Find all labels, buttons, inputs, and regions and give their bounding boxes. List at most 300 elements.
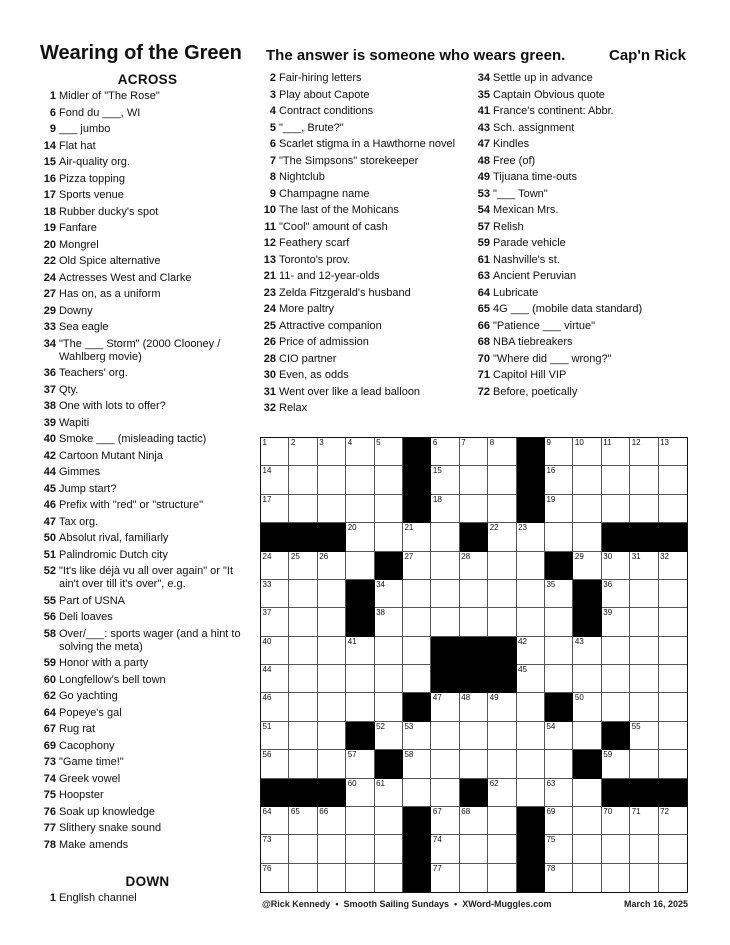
grid-cell[interactable]	[630, 438, 658, 466]
across-clue-1[interactable]	[40, 90, 255, 103]
grid-cell[interactable]	[602, 552, 630, 580]
grid-cell[interactable]	[630, 835, 658, 863]
grid-cell[interactable]	[346, 835, 374, 863]
grid-cell[interactable]	[431, 523, 459, 551]
grid-cell[interactable]	[488, 580, 516, 608]
grid-cell[interactable]	[403, 665, 431, 693]
down-clue-41[interactable]	[474, 105, 699, 118]
grid-cell[interactable]	[261, 637, 289, 665]
grid-cell[interactable]	[346, 466, 374, 494]
grid-cell[interactable]	[517, 665, 545, 693]
down-clue-61[interactable]	[474, 254, 699, 267]
grid-cell[interactable]	[431, 438, 459, 466]
grid-cell[interactable]	[375, 693, 403, 721]
grid-cell[interactable]	[659, 835, 687, 863]
grid-cell[interactable]	[517, 523, 545, 551]
grid-cell[interactable]	[289, 495, 317, 523]
cell-number: 12	[631, 438, 641, 447]
grid-cell[interactable]	[488, 466, 516, 494]
down-clue-4[interactable]	[260, 105, 475, 118]
clue-number: 17	[43, 189, 56, 201]
down-clue-57[interactable]	[474, 221, 699, 234]
grid-cell[interactable]	[602, 665, 630, 693]
grid-cell[interactable]	[545, 580, 573, 608]
grid-cell[interactable]	[289, 665, 317, 693]
down-clue-48[interactable]	[474, 155, 699, 168]
grid-cell[interactable]	[431, 779, 459, 807]
across-clue-64[interactable]	[40, 707, 255, 720]
grid-cell[interactable]	[318, 864, 346, 892]
across-clue-73[interactable]	[40, 756, 255, 769]
grid-cell[interactable]	[318, 693, 346, 721]
grid-cell[interactable]	[289, 466, 317, 494]
grid-cell[interactable]	[545, 438, 573, 466]
grid-cell[interactable]	[289, 438, 317, 466]
grid-cell[interactable]	[289, 835, 317, 863]
grid-cell[interactable]	[318, 438, 346, 466]
grid-cell[interactable]	[545, 637, 573, 665]
grid-cell[interactable]	[375, 608, 403, 636]
grid-cell[interactable]	[545, 722, 573, 750]
grid-cell[interactable]	[460, 693, 488, 721]
across-clue-36[interactable]	[40, 367, 255, 380]
down-clue-63[interactable]	[474, 270, 699, 283]
down-clue-49[interactable]	[474, 171, 699, 184]
grid-cell[interactable]	[573, 665, 601, 693]
across-clue-62[interactable]	[40, 690, 255, 703]
grid-cell[interactable]	[431, 864, 459, 892]
grid-cell[interactable]	[375, 523, 403, 551]
grid-cell[interactable]	[346, 750, 374, 778]
grid-cell[interactable]	[289, 608, 317, 636]
grid-cell[interactable]	[573, 779, 601, 807]
grid-cell[interactable]	[261, 665, 289, 693]
down-clue-66[interactable]	[474, 320, 699, 333]
down-clue-32[interactable]	[260, 402, 475, 415]
across-clue-52[interactable]	[40, 565, 255, 591]
grid-cell[interactable]	[403, 722, 431, 750]
grid-cell[interactable]	[346, 523, 374, 551]
grid-cell[interactable]	[460, 807, 488, 835]
across-clue-58[interactable]	[40, 628, 255, 654]
grid-cell[interactable]	[431, 693, 459, 721]
grid-cell[interactable]	[573, 552, 601, 580]
grid-cell[interactable]	[659, 807, 687, 835]
across-clue-39[interactable]	[40, 417, 255, 430]
grid-cell[interactable]	[630, 495, 658, 523]
grid-cell[interactable]	[375, 466, 403, 494]
grid-cell[interactable]	[431, 722, 459, 750]
across-clue-37[interactable]	[40, 384, 255, 397]
grid-cell[interactable]	[431, 495, 459, 523]
down-clue-31[interactable]	[260, 386, 475, 399]
cell-number: 30	[603, 551, 613, 561]
grid-cell[interactable]	[602, 835, 630, 863]
across-clue-45[interactable]	[40, 483, 255, 496]
across-clue-69[interactable]	[40, 740, 255, 753]
grid-cell[interactable]	[545, 495, 573, 523]
grid-cell[interactable]	[602, 438, 630, 466]
grid-cell[interactable]	[517, 750, 545, 778]
grid-cell[interactable]	[573, 466, 601, 494]
down-clue-12[interactable]	[260, 237, 475, 250]
grid-cell[interactable]	[261, 608, 289, 636]
down-clue-35[interactable]	[474, 89, 699, 102]
grid-cell[interactable]	[488, 779, 516, 807]
clue-text: Old Spice alternative	[59, 255, 161, 267]
grid-cell[interactable]	[659, 693, 687, 721]
down-clue-72[interactable]	[474, 386, 699, 399]
grid-cell[interactable]	[573, 693, 601, 721]
grid-cell[interactable]	[375, 580, 403, 608]
grid-cell[interactable]	[517, 637, 545, 665]
across-clue-46[interactable]	[40, 499, 255, 512]
grid-cell[interactable]	[630, 807, 658, 835]
down-clue-24[interactable]	[260, 303, 475, 316]
grid-cell[interactable]	[602, 864, 630, 892]
grid-cell[interactable]	[602, 580, 630, 608]
grid-cell[interactable]	[403, 523, 431, 551]
grid-cell[interactable]	[460, 466, 488, 494]
clue-text: Free (of)	[493, 154, 536, 167]
down-clue-43[interactable]	[474, 122, 699, 135]
down-clue-34[interactable]	[474, 72, 699, 85]
grid-cell[interactable]	[545, 779, 573, 807]
across-clue-18[interactable]	[40, 206, 255, 219]
grid-cell[interactable]	[318, 750, 346, 778]
grid-cell[interactable]	[602, 807, 630, 835]
grid-cell[interactable]	[659, 552, 687, 580]
grid-cell[interactable]	[261, 807, 289, 835]
grid-cell[interactable]	[602, 637, 630, 665]
grid-cell[interactable]	[545, 807, 573, 835]
grid-cell[interactable]	[460, 750, 488, 778]
grid-cell[interactable]	[460, 438, 488, 466]
down-clue-10[interactable]	[260, 204, 475, 217]
grid-cell[interactable]	[403, 750, 431, 778]
grid-cell[interactable]	[261, 495, 289, 523]
clue-number: 42	[43, 449, 56, 462]
grid-cell[interactable]	[375, 835, 403, 863]
grid-cell[interactable]	[545, 523, 573, 551]
down-clue-8[interactable]	[260, 171, 475, 184]
grid-cell[interactable]	[630, 722, 658, 750]
grid-cell[interactable]	[431, 552, 459, 580]
grid-cell[interactable]	[318, 637, 346, 665]
grid-cell[interactable]	[602, 750, 630, 778]
grid-cell[interactable]	[602, 466, 630, 494]
down-clue-25[interactable]	[260, 320, 475, 333]
across-clue-6[interactable]	[40, 107, 255, 120]
grid-cell[interactable]	[573, 438, 601, 466]
grid-cell[interactable]	[346, 495, 374, 523]
down-clue-6[interactable]	[260, 138, 475, 151]
grid-cell[interactable]	[375, 665, 403, 693]
grid-cell[interactable]	[488, 438, 516, 466]
grid-cell[interactable]	[261, 466, 289, 494]
across-clue-44[interactable]	[40, 466, 255, 479]
across-clue-29[interactable]	[40, 305, 255, 318]
grid-cell[interactable]	[346, 693, 374, 721]
grid-cell[interactable]	[659, 608, 687, 636]
grid-cell[interactable]	[659, 637, 687, 665]
across-clue-15[interactable]	[40, 156, 255, 169]
down-clue-26[interactable]	[260, 336, 475, 349]
grid-cell[interactable]	[431, 750, 459, 778]
grid-cell[interactable]	[545, 864, 573, 892]
grid-cell[interactable]	[630, 665, 658, 693]
across-clue-24[interactable]	[40, 272, 255, 285]
grid-cell[interactable]	[289, 864, 317, 892]
down-clue-23[interactable]	[260, 287, 475, 300]
grid-cell[interactable]	[261, 552, 289, 580]
grid-cell[interactable]	[403, 608, 431, 636]
grid-cell[interactable]	[573, 835, 601, 863]
across-clue-78[interactable]	[40, 839, 255, 852]
clue-number: 21	[263, 270, 276, 282]
down-clue-59[interactable]	[474, 237, 699, 250]
grid-cell[interactable]	[630, 552, 658, 580]
across-clue-34[interactable]	[40, 338, 255, 364]
grid-cell[interactable]	[659, 466, 687, 494]
grid-cell[interactable]	[460, 608, 488, 636]
grid-cell[interactable]	[375, 864, 403, 892]
grid-cell[interactable]	[630, 580, 658, 608]
grid-cell[interactable]	[318, 722, 346, 750]
across-clue-17[interactable]	[40, 189, 255, 202]
grid-cell[interactable]	[573, 807, 601, 835]
grid-cell[interactable]	[630, 750, 658, 778]
down-clue-9[interactable]	[260, 188, 475, 201]
grid-cell[interactable]	[545, 608, 573, 636]
grid-cell[interactable]	[431, 807, 459, 835]
grid-cell[interactable]	[488, 495, 516, 523]
down-clue-47[interactable]	[474, 138, 699, 151]
grid-cell[interactable]	[403, 580, 431, 608]
grid-cell[interactable]	[375, 438, 403, 466]
down-clue-1[interactable]	[40, 892, 255, 905]
grid-cell[interactable]	[318, 835, 346, 863]
grid-cell[interactable]	[517, 608, 545, 636]
across-clue-56[interactable]	[40, 611, 255, 624]
grid-cell[interactable]	[573, 523, 601, 551]
grid-cell[interactable]	[488, 608, 516, 636]
grid-cell[interactable]	[346, 637, 374, 665]
grid-cell[interactable]	[431, 835, 459, 863]
across-clue-42[interactable]	[40, 450, 255, 463]
down-clue-5[interactable]	[260, 122, 475, 135]
grid-cell[interactable]	[261, 835, 289, 863]
clue-text: Price of admission	[279, 336, 369, 348]
black-square	[545, 552, 573, 580]
clue-text: "___, Brute?"	[279, 121, 344, 134]
across-clue-77[interactable]	[40, 822, 255, 835]
across-clue-33[interactable]	[40, 321, 255, 334]
grid-cell[interactable]	[375, 637, 403, 665]
grid-cell[interactable]	[545, 750, 573, 778]
grid-cell[interactable]	[318, 466, 346, 494]
across-clue-27[interactable]	[40, 288, 255, 301]
grid-cell[interactable]	[431, 580, 459, 608]
grid-cell[interactable]	[517, 722, 545, 750]
down-clue-71[interactable]	[474, 369, 699, 382]
cell-number: 15	[432, 466, 442, 476]
grid-cell[interactable]	[517, 552, 545, 580]
grid-cell[interactable]	[460, 722, 488, 750]
grid-cell[interactable]	[659, 580, 687, 608]
grid-cell[interactable]	[460, 864, 488, 892]
grid-cell[interactable]	[630, 637, 658, 665]
down-clue-30[interactable]	[260, 369, 475, 382]
grid-cell[interactable]	[517, 580, 545, 608]
down-clue-54[interactable]	[474, 204, 699, 217]
grid-cell[interactable]	[659, 665, 687, 693]
grid-cell[interactable]	[318, 807, 346, 835]
grid-cell[interactable]	[346, 864, 374, 892]
grid-cell[interactable]	[630, 608, 658, 636]
grid-cell[interactable]	[659, 864, 687, 892]
grid-cell[interactable]	[261, 693, 289, 721]
cell-number: 65	[290, 806, 300, 816]
across-clue-40[interactable]	[40, 433, 255, 446]
grid-cell[interactable]	[261, 722, 289, 750]
grid-cell[interactable]	[488, 807, 516, 835]
down-clue-2[interactable]	[260, 72, 475, 85]
grid-cell[interactable]	[659, 722, 687, 750]
grid-cell[interactable]	[431, 466, 459, 494]
grid-cell[interactable]	[488, 523, 516, 551]
grid-cell[interactable]	[289, 637, 317, 665]
grid-cell[interactable]	[630, 693, 658, 721]
grid-cell[interactable]	[488, 864, 516, 892]
grid-cell[interactable]	[346, 665, 374, 693]
grid-cell[interactable]	[488, 722, 516, 750]
down-clue-3[interactable]	[260, 89, 475, 102]
across-clue-19[interactable]	[40, 222, 255, 235]
down-clue-11[interactable]	[260, 221, 475, 234]
cell-number: 26	[319, 551, 329, 561]
across-clue-20[interactable]	[40, 239, 255, 252]
grid-cell[interactable]	[431, 608, 459, 636]
down-clue-70[interactable]	[474, 353, 699, 366]
grid-cell[interactable]	[659, 495, 687, 523]
grid-cell[interactable]	[630, 864, 658, 892]
across-clue-38[interactable]	[40, 400, 255, 413]
down-clue-7[interactable]	[260, 155, 475, 168]
across-clue-16[interactable]	[40, 173, 255, 186]
grid-cell[interactable]	[488, 693, 516, 721]
grid-cell[interactable]	[318, 665, 346, 693]
grid-cell[interactable]	[289, 580, 317, 608]
across-clue-22[interactable]	[40, 255, 255, 268]
grid-cell[interactable]	[545, 835, 573, 863]
grid-cell[interactable]	[573, 495, 601, 523]
grid-cell[interactable]	[403, 552, 431, 580]
grid-cell[interactable]	[403, 779, 431, 807]
grid-cell[interactable]	[289, 722, 317, 750]
grid-cell[interactable]	[261, 580, 289, 608]
grid-cell[interactable]	[573, 637, 601, 665]
grid-cell[interactable]	[517, 779, 545, 807]
across-clue-14[interactable]	[40, 140, 255, 153]
across-clue-9[interactable]	[40, 123, 255, 136]
across-clue-51[interactable]	[40, 549, 255, 562]
grid-cell[interactable]	[375, 722, 403, 750]
grid-cell[interactable]	[488, 552, 516, 580]
grid-cell[interactable]	[602, 693, 630, 721]
down-clue-68[interactable]	[474, 336, 699, 349]
cell-number: 4	[347, 438, 353, 447]
grid-cell[interactable]	[659, 438, 687, 466]
across-clue-55[interactable]	[40, 595, 255, 608]
grid-cell[interactable]	[289, 552, 317, 580]
grid-cell[interactable]	[630, 466, 658, 494]
grid-cell[interactable]	[573, 864, 601, 892]
across-clue-60[interactable]	[40, 674, 255, 687]
grid-cell[interactable]	[488, 835, 516, 863]
across-clue-75[interactable]	[40, 789, 255, 802]
grid-cell[interactable]	[289, 750, 317, 778]
cell-number: 72	[660, 806, 669, 816]
down-clue-53[interactable]	[474, 188, 699, 201]
grid-cell[interactable]	[261, 864, 289, 892]
across-clue-50[interactable]	[40, 532, 255, 545]
down-clue-21[interactable]	[260, 270, 475, 283]
grid-cell[interactable]	[602, 495, 630, 523]
grid-cell[interactable]	[545, 665, 573, 693]
clue-number: 59	[43, 657, 56, 669]
grid-cell[interactable]	[289, 807, 317, 835]
grid-cell[interactable]	[318, 608, 346, 636]
grid-cell[interactable]	[318, 580, 346, 608]
grid-cell[interactable]	[460, 835, 488, 863]
grid-cell[interactable]	[460, 580, 488, 608]
down-clue-65[interactable]	[474, 303, 699, 316]
grid-cell[interactable]	[517, 693, 545, 721]
grid-cell[interactable]	[261, 438, 289, 466]
grid-cell[interactable]	[318, 552, 346, 580]
across-clue-67[interactable]	[40, 723, 255, 736]
grid-cell[interactable]	[659, 750, 687, 778]
down-clue-28[interactable]	[260, 353, 475, 366]
down-clue-64[interactable]	[474, 287, 699, 300]
grid-cell[interactable]	[460, 495, 488, 523]
grid-cell[interactable]	[488, 750, 516, 778]
grid-cell[interactable]	[346, 438, 374, 466]
grid-cell[interactable]	[545, 466, 573, 494]
grid-cell[interactable]	[403, 637, 431, 665]
across-clue-74[interactable]	[40, 773, 255, 786]
down-clue-13[interactable]	[260, 254, 475, 267]
grid-cell[interactable]	[375, 495, 403, 523]
grid-cell[interactable]	[346, 807, 374, 835]
grid-cell[interactable]	[346, 779, 374, 807]
grid-cell[interactable]	[573, 722, 601, 750]
across-clue-59[interactable]	[40, 657, 255, 670]
across-clue-47[interactable]	[40, 516, 255, 529]
grid-cell[interactable]	[375, 779, 403, 807]
grid-cell[interactable]	[460, 552, 488, 580]
grid-cell[interactable]	[346, 552, 374, 580]
clue-number: 55	[43, 594, 56, 607]
clue-number: 28	[263, 352, 276, 365]
grid-cell[interactable]	[289, 693, 317, 721]
across-clue-76[interactable]	[40, 806, 255, 819]
grid-cell[interactable]	[602, 608, 630, 636]
grid-cell[interactable]	[261, 750, 289, 778]
grid-cell[interactable]	[318, 495, 346, 523]
grid-cell[interactable]	[375, 807, 403, 835]
